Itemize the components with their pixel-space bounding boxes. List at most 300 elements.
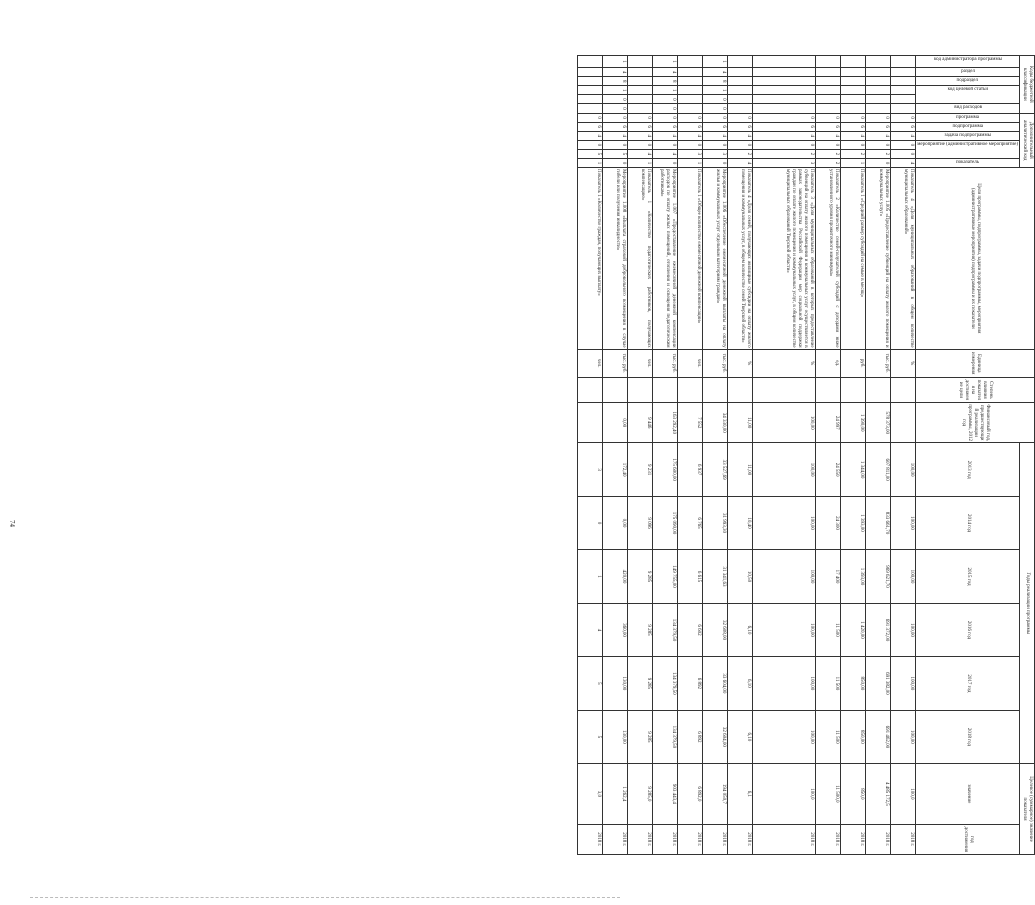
code-cell: 0 (703, 140, 728, 149)
code-cell: 6 (678, 122, 703, 131)
code-cell: 5 (603, 149, 628, 158)
code-cell (678, 56, 703, 68)
code-cell: 0 (653, 95, 678, 104)
description-cell: Мероприятие 1.005 «Предоставление субвенций на оплату жилого помещения и коммунальных услуг» (866, 168, 891, 350)
year-value-cell: 32 604,00 (703, 710, 728, 763)
code-cell: 0 (891, 140, 916, 149)
degree-header: Степень влияния показателя на достижение цели (916, 377, 1035, 402)
code-cell (866, 68, 891, 77)
code-cell: 0 (653, 104, 678, 113)
code-cell: 0 (703, 158, 728, 167)
degree-cell (703, 377, 728, 402)
code-cell: 3 (703, 149, 728, 158)
code-cell: 0 (578, 113, 603, 122)
code-cell: 8 (603, 77, 628, 86)
code-cell: 4 (653, 149, 678, 158)
target-article-header: код целевой статьи (916, 86, 1020, 104)
code-cell: 0 (603, 113, 628, 122)
goals-header: Цели программы, подпрограммы, задачи подпрограммы, мероприятия (административные мероприятия) подпрограммы и их показатели (916, 168, 1035, 350)
base-year-cell: 11,00 (728, 403, 753, 443)
code-cell: 1 (678, 158, 703, 167)
year-value-cell: 6 892 (678, 710, 703, 763)
table-row (841, 56, 866, 855)
unit-cell: тыс. руб. (866, 349, 891, 377)
target-value-header: Целевое (суммарное) значение показателя (1020, 764, 1035, 855)
code-cell (728, 86, 753, 95)
target-year-cell: 2018 г. (866, 824, 891, 854)
target-year-cell: 2018 г. (841, 824, 866, 854)
table-row (653, 56, 678, 855)
year-value-cell: 833 661,70 (866, 496, 891, 549)
code-cell: 4 (816, 131, 841, 140)
degree-cell (603, 377, 628, 402)
code-cell: 6 (603, 122, 628, 131)
description-cell: Показатель 1 «Средний размер субсидий на семью в месяц» (841, 168, 866, 350)
description-cell: Показатель 1 «Количество граждан, получающих выплату» (578, 168, 603, 350)
year-value-cell: 11 500 (816, 603, 841, 656)
code-cell: 3 (753, 158, 816, 167)
task-code-header: задача подпрограммы (916, 131, 1020, 140)
code-cell: 4 (653, 131, 678, 140)
code-cell (728, 104, 753, 113)
code-cell: 0 (678, 140, 703, 149)
year-value-cell: 134 379,50 (653, 710, 678, 763)
year-value-cell: 100,00 (891, 550, 916, 603)
code-cell: 2 (841, 149, 866, 158)
code-cell: 0 (603, 140, 628, 149)
code-cell: 4 (891, 131, 916, 140)
description-cell: Показатель 3 «Доля муниципальных образований в которых предоставление субвенций на оплату жилого помещения и коммунальных услуг осуществляется в рамках законодательства Российской Федерации мер социальной поддержки граждан по оплате жилого помещения и коммунальных услуг, в общем количестве муниципальных образований Тверской области» (753, 168, 816, 350)
code-cell: 4 (728, 131, 753, 140)
code-cell: 4 (891, 158, 916, 167)
code-cell (753, 86, 816, 95)
year-value-cell: 32 608,00 (703, 603, 728, 656)
code-cell: 0 (728, 140, 753, 149)
target-value-cell: 100,0 (891, 764, 916, 825)
base-year-cell: 100,00 (753, 403, 816, 443)
code-cell: 0 (753, 113, 816, 122)
code-cell: 6 (841, 122, 866, 131)
year-value-cell: 10,40 (728, 496, 753, 549)
code-cell (891, 95, 916, 104)
code-cell (578, 86, 603, 95)
unit-cell: ед. (816, 349, 841, 377)
year-value-cell: 11,00 (728, 443, 753, 496)
description-cell: Показатель 4 «Доля семей, получающих жилищные субсидии на оплату жилого помещения и коммунальных услуг, в общем количестве семей Тверской области» (728, 168, 753, 350)
year-value-cell: 6 615 (678, 550, 703, 603)
degree-cell (628, 377, 653, 402)
year-value-cell: 17 400 (816, 550, 841, 603)
year-value-cell: 31 341,63 (703, 550, 728, 603)
code-cell (891, 56, 916, 68)
year-value-cell: 6,10 (728, 657, 753, 710)
code-cell: 0 (603, 158, 628, 167)
unit-cell: чел. (678, 349, 703, 377)
base-year-cell (891, 403, 916, 443)
year-value-cell: 5 (578, 710, 603, 763)
base-year-cell: 7 552 (678, 403, 703, 443)
target-value-cell: 4 485 172,5 (866, 764, 891, 825)
target-year-cell: 2018 г. (603, 824, 628, 854)
code-cell (678, 104, 703, 113)
code-cell (841, 95, 866, 104)
year-value-cell: 100,00 (753, 603, 816, 656)
degree-cell (578, 377, 603, 402)
code-cell (816, 68, 841, 77)
year-value-cell: 360,00 (603, 603, 628, 656)
target-value-cell: 903 443,4 (653, 764, 678, 825)
target-value-cell: 11 500,0 (816, 764, 841, 825)
base-year-cell: 163 292,40 (653, 403, 678, 443)
table-row (728, 56, 753, 855)
code-cell (578, 77, 603, 86)
year-value-cell: 6 892 (678, 657, 703, 710)
admin-code-header: код администратора программы (916, 56, 1020, 68)
year-value-cell: 31 993,30 (703, 496, 728, 549)
code-cell (678, 77, 703, 86)
code-cell: 0 (816, 140, 841, 149)
code-cell (628, 68, 653, 77)
code-cell: 2 (816, 149, 841, 158)
target-value-cell: 850,0 (841, 764, 866, 825)
year-value-cell: 969 621,70 (866, 550, 891, 603)
target-value-cell: 9 285,0 (628, 764, 653, 825)
year-value-cell: 130,00 (603, 710, 628, 763)
degree-cell (753, 377, 816, 402)
program-indicators-table (577, 55, 1035, 855)
code-cell (891, 86, 916, 95)
code-cell: 4 (603, 68, 628, 77)
code-cell: 2 (728, 149, 753, 158)
year-value-cell: 100,00 (891, 603, 916, 656)
code-cell: 4 (578, 131, 603, 140)
code-cell: 0 (816, 113, 841, 122)
code-cell (728, 95, 753, 104)
unit-cell: % (891, 349, 916, 377)
year-value-cell: 5 (578, 657, 603, 710)
year-value-cell: 100,00 (891, 657, 916, 710)
year-2017-header: 2017 год (916, 657, 1020, 710)
base-year-cell: 24 997 (816, 403, 841, 443)
year-value-cell: 691 382,00 (866, 657, 891, 710)
year-value-cell: 11 500 (816, 710, 841, 763)
code-cell: 1 (703, 86, 728, 95)
base-year-cell: 578 373,00 (866, 403, 891, 443)
base-year-cell: 0,00 (603, 403, 628, 443)
code-cell: 0 (866, 140, 891, 149)
table-row (628, 56, 653, 855)
code-cell: 6 (653, 122, 678, 131)
code-cell: 4 (841, 131, 866, 140)
base-year-cell: 9 446 (628, 403, 653, 443)
unit-cell: чел. (628, 349, 653, 377)
unit-header: Единица измерения (916, 349, 1035, 377)
code-cell: 1 (603, 56, 628, 68)
code-cell: 4 (703, 131, 728, 140)
program-table-sheet (460, 55, 1035, 855)
target-value-cell: 6 892,0 (678, 764, 703, 825)
year-value-cell: 1 344,00 (841, 443, 866, 496)
code-cell: 6 (891, 122, 916, 131)
target-year-cell: 2018 г. (703, 824, 728, 854)
target-value-cell: 3,0 (578, 764, 603, 825)
year-value-cell: 6,10 (728, 603, 753, 656)
year-value-cell: 24 550 (816, 443, 841, 496)
code-cell: 6 (728, 122, 753, 131)
year-value-cell: 11 500 (816, 657, 841, 710)
code-cell (816, 77, 841, 86)
unit-cell: тыс. руб. (653, 349, 678, 377)
year-value-cell: 172,40 (603, 443, 628, 496)
table-row (603, 56, 628, 855)
financial-year-header: Финансовый год, предшествующий реализации программы, 2012 год (916, 403, 1035, 443)
year-value-cell: 33 604,00 (703, 657, 728, 710)
table-row (816, 56, 841, 855)
target-year-cell: 2018 г. (628, 824, 653, 854)
code-cell (578, 68, 603, 77)
year-value-cell: 1 393,00 (841, 496, 866, 549)
activity-code-header: мероприятие (административное мероприятие) (916, 140, 1020, 158)
code-cell (628, 104, 653, 113)
year-value-cell: 691 372,00 (866, 603, 891, 656)
code-cell: 4 (703, 68, 728, 77)
code-cell (891, 68, 916, 77)
code-cell (753, 77, 816, 86)
table-body (578, 56, 916, 855)
year-value-cell: 607 811,00 (866, 443, 891, 496)
code-cell: 1 (603, 86, 628, 95)
degree-cell (891, 377, 916, 402)
code-cell (628, 86, 653, 95)
target-value-cell: 100,0 (753, 764, 816, 825)
year-value-cell: 3 (578, 443, 603, 496)
code-cell: 0 (653, 158, 678, 167)
target-value-cell: 6,1 (728, 764, 753, 825)
target-value-cell: 194 050,7 (703, 764, 728, 825)
code-cell (728, 68, 753, 77)
year-2016-header: 2016 год (916, 603, 1020, 656)
target-year-cell: 2018 г. (816, 824, 841, 854)
scan-edge-line (30, 897, 620, 898)
code-cell: 4 (753, 131, 816, 140)
code-cell (578, 95, 603, 104)
code-cell: 3 (678, 149, 703, 158)
code-cell: 1 (578, 158, 603, 167)
code-cell: 6 (866, 122, 891, 131)
code-cell: 8 (653, 77, 678, 86)
year-2015-header: 2015 год (916, 550, 1020, 603)
section-header: раздел (916, 68, 1020, 77)
year-value-cell: 9 231 (628, 443, 653, 496)
code-cell (753, 104, 816, 113)
year-value-cell: 9 285 (628, 657, 653, 710)
description-cell: Мероприятие 1.006 «Обеспечение ежемесячной денежной выплаты на оплату жилья и коммунальных услуг отдельным категориям граждан» (703, 168, 728, 350)
year-value-cell: 0,00 (603, 496, 628, 549)
code-cell: 1 (841, 158, 866, 167)
year-value-cell: 691 462,00 (866, 710, 891, 763)
code-cell: 0 (891, 149, 916, 158)
code-cell: 0 (678, 113, 703, 122)
subprogram-header: подпрограмма (916, 122, 1020, 131)
degree-cell (816, 377, 841, 402)
code-cell: 1 (628, 158, 653, 167)
code-cell: 0 (891, 113, 916, 122)
code-cell: 0 (703, 113, 728, 122)
code-cell: 6 (578, 122, 603, 131)
year-value-cell: 130,00 (603, 657, 628, 710)
year-value-cell: 6,10 (728, 710, 753, 763)
code-cell: 0 (653, 113, 678, 122)
code-cell (628, 95, 653, 104)
code-cell: 4 (628, 149, 653, 158)
code-cell: 0 (703, 95, 728, 104)
code-cell (728, 77, 753, 86)
table-row (578, 56, 603, 855)
code-cell (866, 86, 891, 95)
degree-cell (866, 377, 891, 402)
year-2018-header: 2018 год (916, 710, 1020, 763)
code-cell: 4 (728, 158, 753, 167)
table-row (678, 56, 703, 855)
code-cell (678, 68, 703, 77)
year-value-cell: 24 300 (816, 496, 841, 549)
code-cell: 0 (866, 113, 891, 122)
code-cell (866, 95, 891, 104)
code-cell (678, 95, 703, 104)
year-value-cell: 1 420,00 (841, 603, 866, 656)
code-cell (866, 77, 891, 86)
table-row (891, 56, 916, 855)
code-cell: 0 (841, 140, 866, 149)
degree-cell (728, 377, 753, 402)
year-value-cell: 6 765 (678, 496, 703, 549)
table-row (866, 56, 891, 855)
year-value-cell: 1 393,00 (841, 550, 866, 603)
year-value-cell: 6 937 (678, 443, 703, 496)
page-number: 74 (8, 520, 16, 527)
code-cell: 4 (628, 131, 653, 140)
year-value-cell: 100,00 (891, 443, 916, 496)
indicator-code-header: показатель (916, 158, 1020, 167)
year-value-cell: 175 090,00 (653, 496, 678, 549)
code-cell: 0 (628, 140, 653, 149)
year-value-cell: 0 (578, 496, 603, 549)
budget-class-header: Коды бюджетной классификации (1020, 56, 1035, 114)
year-value-cell: 134 379,50 (653, 603, 678, 656)
year-value-cell: 1 (578, 550, 603, 603)
target-year-cell: 2018 г. (728, 824, 753, 854)
code-cell (841, 104, 866, 113)
target-year-cell: 2018 г. (578, 824, 603, 854)
degree-cell (653, 377, 678, 402)
code-cell: 1 (703, 56, 728, 68)
code-cell (891, 77, 916, 86)
year-value-cell: 850,00 (841, 710, 866, 763)
degree-cell (841, 377, 866, 402)
year-value-cell: 100,00 (753, 710, 816, 763)
code-cell (841, 77, 866, 86)
degree-cell (678, 377, 703, 402)
code-cell: 4 (653, 68, 678, 77)
code-cell: 5 (578, 149, 603, 158)
code-cell: 1 (653, 56, 678, 68)
code-cell (841, 86, 866, 95)
year-value-cell: 9 285 (628, 710, 653, 763)
year-value-cell: 100,00 (753, 657, 816, 710)
code-cell (578, 56, 603, 68)
code-cell (866, 56, 891, 68)
description-cell: Показатель 1 «Количество педагогических работников, получающих компенсацию» (628, 168, 653, 350)
target-year-cell: 2018 г. (678, 824, 703, 854)
additional-code-header: Дополнительный аналитический код (1020, 113, 1035, 167)
unit-cell: % (728, 349, 753, 377)
value-header: значение (916, 764, 1020, 825)
year-value-cell: 4 (578, 603, 603, 656)
year-value-cell: 100,00 (753, 550, 816, 603)
year-value-cell: 175 600,00 (653, 443, 678, 496)
year-value-cell: 134 379,50 (653, 657, 678, 710)
unit-cell: руб. (841, 349, 866, 377)
unit-cell: тыс. руб. (603, 349, 628, 377)
code-cell: 2 (866, 149, 891, 158)
code-cell (753, 95, 816, 104)
code-cell: 0 (866, 158, 891, 167)
year-value-cell: 6 602 (678, 603, 703, 656)
year-value-cell: 9 096 (628, 496, 653, 549)
code-cell (628, 56, 653, 68)
code-cell (578, 104, 603, 113)
description-cell: Мероприятие 1.007 «Предоставление ежемесячной денежной компенсации расходов по оплату жилых помещений, отопления и освещения педагогическим работникам» (653, 168, 678, 350)
code-cell: 6 (628, 122, 653, 131)
target-year-cell: 2018 г. (753, 824, 816, 854)
year-value-cell: 149 755,00 (653, 550, 678, 603)
subsection-header: подраздел (916, 77, 1020, 86)
table-row (753, 56, 816, 855)
year-value-cell: 9 285 (628, 550, 653, 603)
program-header: программа (916, 113, 1020, 122)
description-cell: Показатель 1 «Общее количество ежемесячной денежной компенсации» (678, 168, 703, 350)
code-cell (841, 56, 866, 68)
unit-cell: тыс. руб. (703, 349, 728, 377)
year-value-cell: 9 285 (628, 603, 653, 656)
unit-cell: % (753, 349, 816, 377)
year-value-cell: 420,00 (603, 550, 628, 603)
year-value-cell: 100,00 (891, 496, 916, 549)
target-value-cell: 1 262,4 (603, 764, 628, 825)
code-cell: 8 (703, 77, 728, 86)
code-cell: 6 (703, 122, 728, 131)
year-value-cell: 100,00 (891, 710, 916, 763)
code-cell (816, 95, 841, 104)
code-cell: 0 (753, 140, 816, 149)
code-cell (866, 104, 891, 113)
code-cell: 2 (753, 149, 816, 158)
code-cell (816, 86, 841, 95)
unit-cell: чел. (578, 349, 603, 377)
target-year-cell: 2018 г. (891, 824, 916, 854)
code-cell: 4 (603, 131, 628, 140)
code-cell (753, 56, 816, 68)
code-cell: 0 (703, 104, 728, 113)
base-year-cell (578, 403, 603, 443)
year-2013-header: 2013 год (916, 443, 1020, 496)
code-cell (816, 56, 841, 68)
year-value-cell: 100,00 (753, 496, 816, 549)
year-value-cell: 100,00 (753, 443, 816, 496)
target-year-cell: 2018 г. (653, 824, 678, 854)
description-cell: Показатель 2 «Количество семей-получателей субсидий с доходами ниже установленного уровня прожиточного минимума» (816, 168, 841, 350)
code-cell (678, 86, 703, 95)
